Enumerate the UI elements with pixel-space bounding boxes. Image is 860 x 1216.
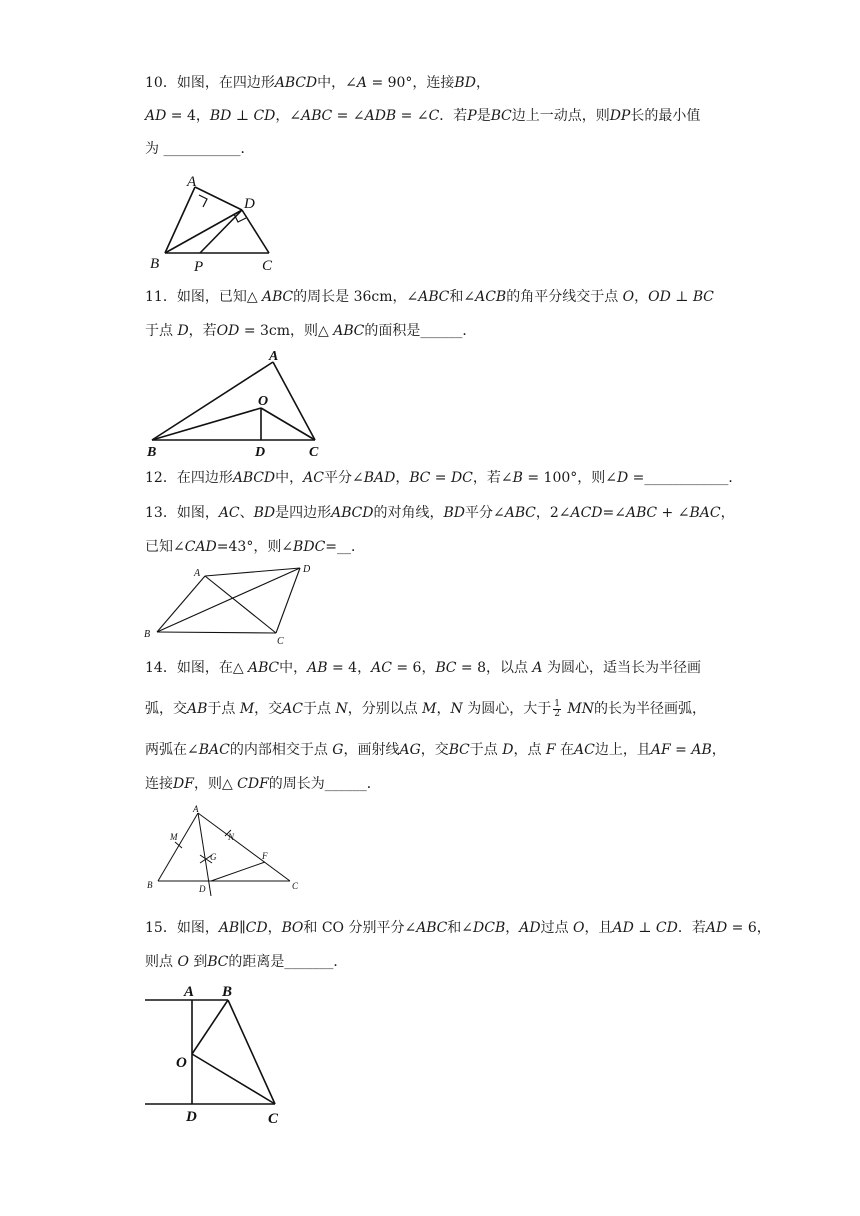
q14-fraction [553, 700, 561, 719]
q13-label-C: C [277, 636, 284, 647]
q10-label-B: B [150, 256, 160, 272]
q14-fraction-denominator: 2 [554, 708, 560, 719]
q13-label-A: A [194, 568, 201, 579]
q11-line2: 于点 𝐷，若𝑂𝐷 = 3cm，则△ 𝐴𝐵𝐶的面积是______． [145, 323, 477, 339]
q14-label-M: M [170, 832, 178, 842]
q11-label-B: B [147, 445, 157, 460]
q11-label-D: D [255, 445, 266, 460]
q10-line2: 𝐴𝐷 = 4，𝐵𝐷 ⊥ 𝐶𝐷，∠𝐴𝐵𝐶 = ∠𝐴𝐷𝐵 = ∠𝐶．若𝑃是𝐵𝐶边上一动点，则𝐷𝑃长的最小值 [145, 108, 701, 124]
q12-line1: 12．在四边形𝐴𝐵𝐶𝐷中，𝐴𝐶平分∠𝐵𝐴𝐷，𝐵𝐶 = 𝐷𝐶，若∠𝐵 = 100°，则∠𝐷 =____________． [145, 470, 743, 486]
q11-figure [145, 345, 335, 460]
q13-label-D: D [303, 564, 311, 575]
q14-line2-start: 弧，交𝐴𝐵于点 𝑀，交𝐴𝐶于点 𝑁，分别以点 𝑀，𝑁 为圆心，大于 [145, 701, 552, 717]
q10-line3: 为 ___________． [145, 141, 255, 157]
q10-figure [145, 170, 285, 275]
q10-label-C: C [262, 258, 273, 274]
q14-label-F: F [262, 851, 268, 861]
q15-figure [140, 980, 300, 1130]
q15-label-D: D [186, 1109, 197, 1125]
q13-line2: 已知∠𝐶𝐴𝐷=43°，则∠𝐵𝐷𝐶=__． [145, 539, 366, 555]
q14-label-D: D [199, 884, 206, 894]
q11-label-A: A [269, 349, 279, 364]
q10-line1: 10．如图，在四边形𝐴𝐵𝐶𝐷中，∠𝐴 = 90°，连接𝐵𝐷， [145, 75, 490, 91]
q15-line1: 15．如图，𝐴𝐵∥𝐶𝐷，𝐵𝑂和 CO 分别平分∠𝐴𝐵𝐶和∠𝐷𝐶𝐵，𝐴𝐷过点 𝑂，且𝐴𝐷 ⊥ 𝐶𝐷．若𝐴𝐷 = 6， [145, 920, 771, 936]
q14-line4: 连接𝐷𝐹，则△ 𝐶𝐷𝐹的周长为______． [145, 776, 381, 792]
q14-label-C: C [292, 881, 299, 891]
q11-label-C: C [309, 445, 319, 460]
q10-label-D: D [244, 196, 255, 212]
q10-label-P: P [194, 259, 204, 275]
q14-figure [140, 800, 315, 900]
q15-label-A: A [184, 984, 195, 1000]
q15-line2: 则点 𝑂 到𝐵𝐶的距离是_______． [145, 954, 348, 970]
q15-label-C: C [268, 1111, 279, 1127]
q11-line1: 11．如图，已知△ 𝐴𝐵𝐶的周长是 36cm，∠𝐴𝐵𝐶和∠𝐴𝐶𝐵的角平分线交于点 𝑂，𝑂𝐷 ⊥ 𝐵𝐶 [145, 289, 714, 305]
q13-figure [140, 560, 325, 650]
q13-line1: 13．如图，𝐴𝐶、𝐵𝐷是四边形𝐴𝐵𝐶𝐷的对角线，𝐵𝐷平分∠𝐴𝐵𝐶，2∠𝐴𝐶𝐷=∠𝐴𝐵𝐶 + ∠𝐵𝐴𝐶， [145, 505, 735, 521]
q14-label-B: B [147, 880, 153, 890]
q14-label-A: A [193, 804, 199, 814]
q13-label-B: B [144, 629, 151, 640]
q11-label-O: O [258, 394, 269, 409]
q10-label-A: A [187, 174, 197, 190]
q14-line1: 14．如图，在△ 𝐴𝐵𝐶中，𝐴𝐵 = 4，𝐴𝐶 = 6，𝐵𝐶 = 8，以点 𝐴 为圆心，适当长为半径画 [145, 660, 701, 676]
q14-line2-end: 𝑀𝑁的长为半径画弧， [562, 701, 706, 717]
q15-label-O: O [176, 1055, 187, 1071]
q14-fraction-numerator: 1 [554, 698, 560, 709]
q14-label-G: G [210, 852, 217, 862]
q15-label-B: B [222, 984, 233, 1000]
q14-line2 [145, 699, 706, 719]
q14-label-N: N [228, 832, 235, 842]
q14-line3: 两弧在∠𝐵𝐴𝐶的内部相交于点 𝐺，画射线𝐴𝐺，交𝐵𝐶于点 𝐷，点 𝐹 在𝐴𝐶边上，且𝐴𝐹 = 𝐴𝐵， [145, 742, 726, 758]
